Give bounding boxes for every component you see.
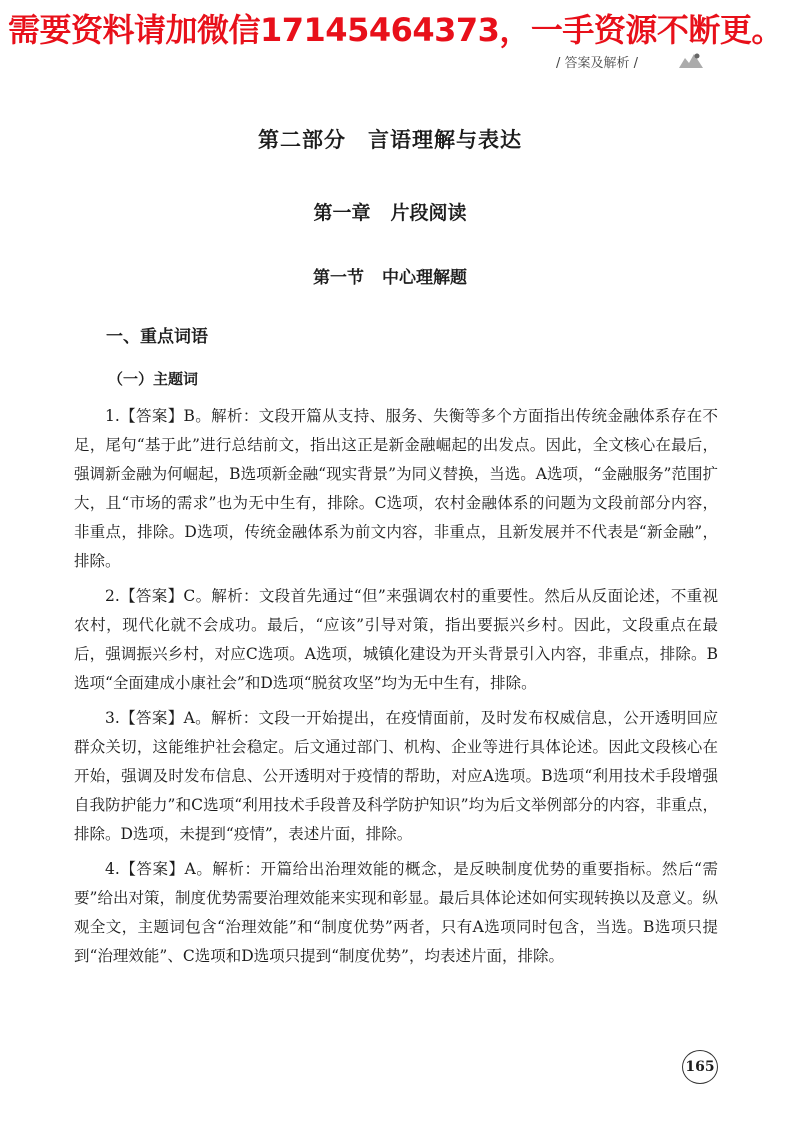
watermark-banner: 需要资料请加微信17145464373，一手资源不断更。 <box>8 11 783 49</box>
answer-text: 【答案】B。解析：文段开篇从支持、服务、失衡等多个方面指出传统金融体系存在不足，尾句“基于此”进行总结前文，指出这正是新金融崛起的出发点。因此，全文核心在最后，强调新金融为何崛起，B选项新金融“现实背景”为同义替换，当选。A选项，“金融服务”范围扩大，且“市场的需求”也为无中生有，排除。C选项，农村金融体系的问题为文段前部分内容，非重点，排除。D选项，传统金融体系为前文内容，非重点，且新发展并不代表是“新金融”，排除。 <box>74 407 718 570</box>
header-ornament-icon <box>677 50 705 70</box>
section-label: 第一节 <box>313 268 364 288</box>
chapter-name: 片段阅读 <box>390 202 467 224</box>
heading-key-words: 一、重点词语 <box>106 327 208 347</box>
answer-number: 2. <box>105 587 120 605</box>
running-header: / 答案及解析 / <box>556 56 639 71</box>
part-name: 言语理解与表达 <box>368 128 522 152</box>
answer-item <box>74 855 718 971</box>
answer-number: 1. <box>105 407 120 425</box>
part-label: 第二部分 <box>258 128 346 152</box>
section-title <box>0 263 780 288</box>
chapter-label: 第一章 <box>313 202 371 224</box>
answer-list <box>74 402 718 977</box>
answer-text: 【答案】A。解析：开篇给出治理效能的概念，是反映制度优势的重要指标。然后“需要”给出对策，制度优势需要治理效能来实现和彰显。最后具体论述如何实现转换以及意义。纵观全文，主题词包含“治理效能”和“制度优势”两者，只有A选项同时包含，当选。B选项只提到“治理效能”、C选项和D选项只提到“制度优势”，均表述片面，排除。 <box>74 860 718 965</box>
answer-item <box>74 582 718 698</box>
answer-text: 【答案】A。解析：文段一开始提出，在疫情面前，及时发布权威信息，公开透明回应群众关切，这能维护社会稳定。后文通过部门、机构、企业等进行具体论述。因此文段核心在开始，强调及时发布信息、公开透明对于疫情的帮助，对应A选项。B选项“利用技术手段增强自我防护能力”和C选项“利用技术手段普及科学防护知识”均为后文举例部分的内容，非重点，排除。D选项，未提到“疫情”，表述片面，排除。 <box>74 709 718 843</box>
answer-item <box>74 704 718 849</box>
answer-number: 4. <box>105 860 120 878</box>
chapter-title <box>0 198 780 225</box>
section-name: 中心理解题 <box>382 268 467 288</box>
part-title <box>0 124 780 154</box>
page-number: 165 <box>682 1050 718 1084</box>
answer-number: 3. <box>105 709 120 727</box>
heading-topic-words: （一）主题词 <box>108 370 199 388</box>
answer-text: 【答案】C。解析：文段首先通过“但”来强调农村的重要性。然后从反面论述，不重视农村，现代化就不会成功。最后，“应该”引导对策，指出要振兴乡村。因此，文段重点在最后，强调振兴乡村，对应C选项。A选项，城镇化建设为开头背景引入内容，非重点，排除。B选项“全面建成小康社会”和D选项“脱贫攻坚”均为无中生有，排除。 <box>74 587 718 692</box>
answer-item <box>74 402 718 576</box>
